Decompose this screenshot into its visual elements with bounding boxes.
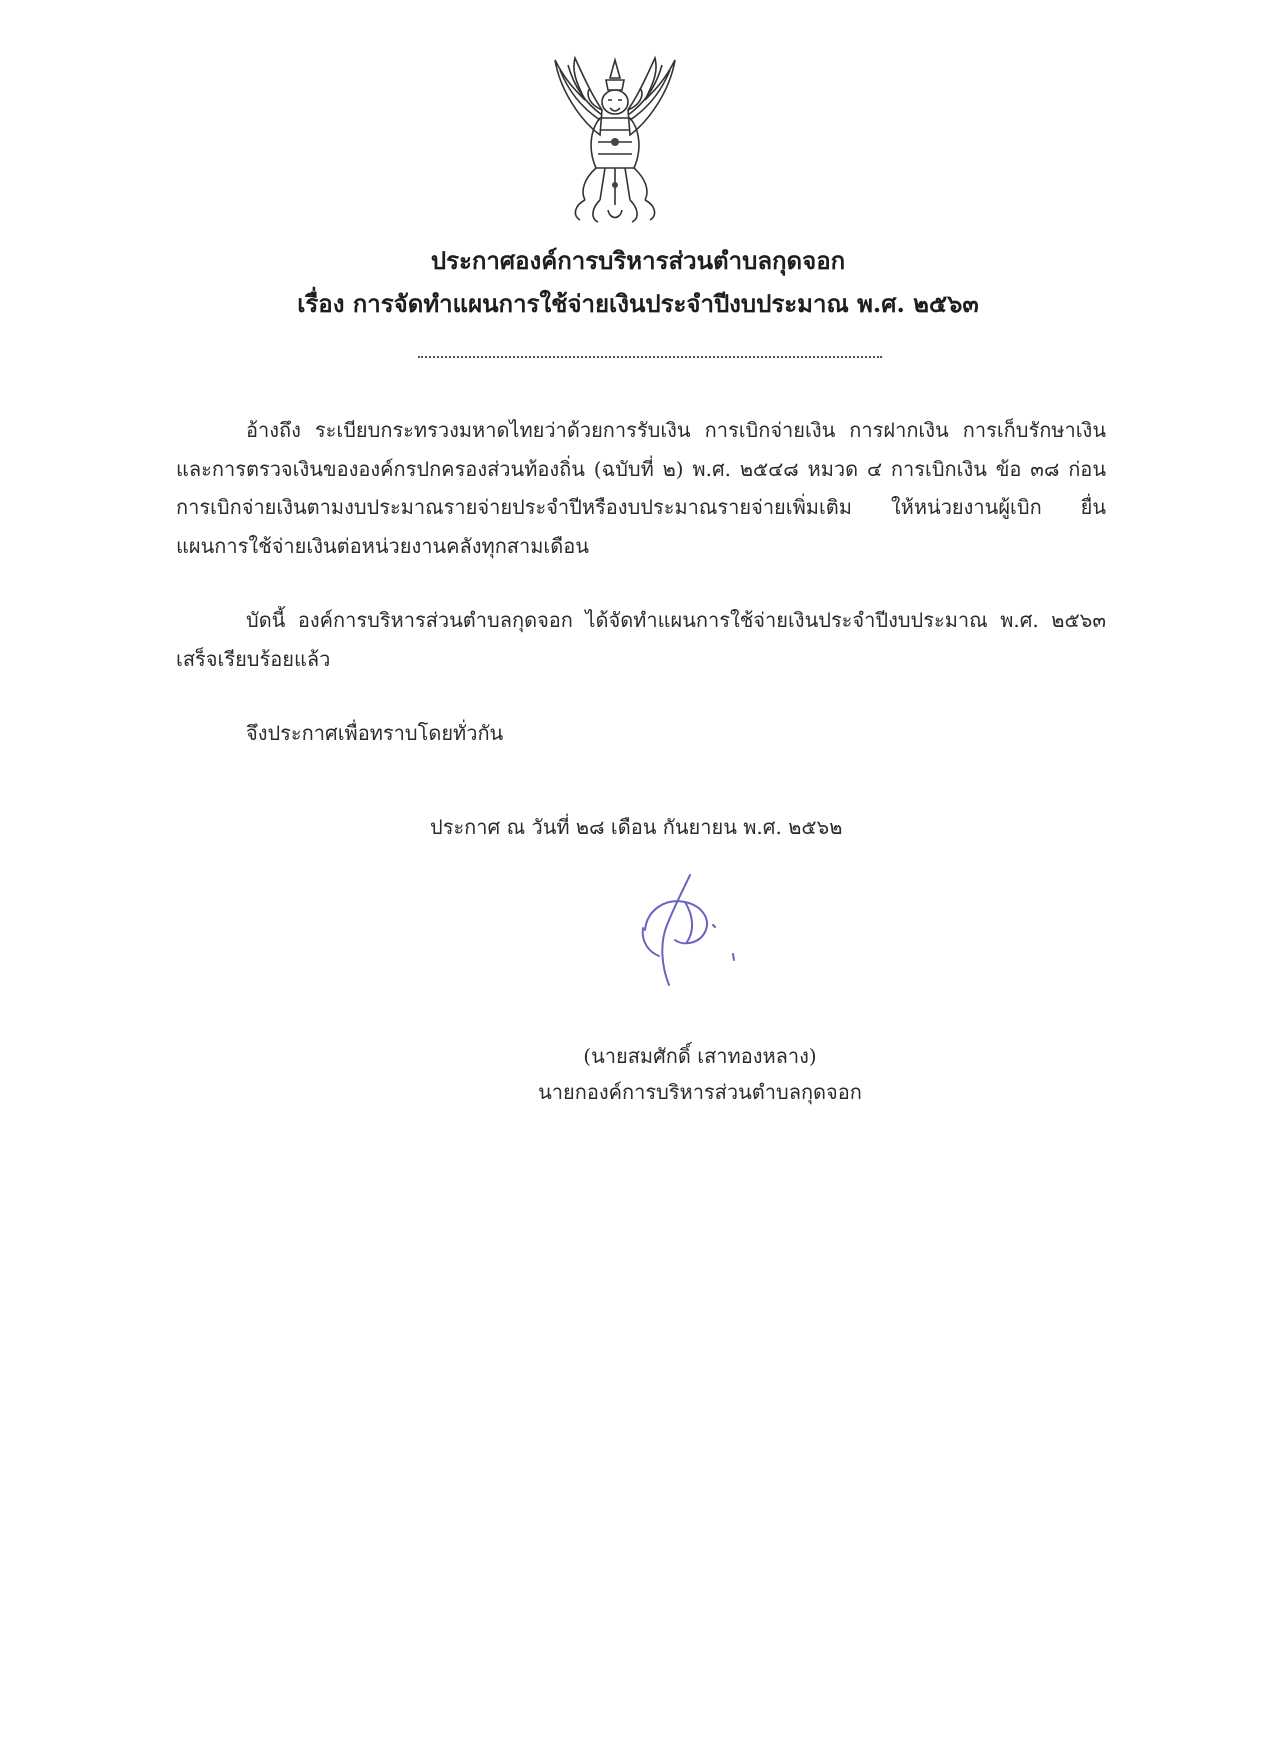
signer-name: (นายสมศักดิ์ เสาทองหลาง) (583, 1044, 817, 1068)
dotted-divider (418, 356, 882, 358)
signature-icon (635, 870, 745, 1000)
body-paragraph-closing: จึงประกาศเพื่อทราบโดยทั่วกัน (246, 721, 504, 745)
announcement-title: ประกาศองค์การบริหารส่วนตำบลกุดจอก (430, 246, 846, 275)
announcement-subject: เรื่อง การจัดทำแผนการใช้จ่ายเงินประจำปีงบประมาณ พ.ศ. ๒๕๖๓ (297, 289, 979, 318)
garuda-emblem-icon (530, 50, 700, 230)
signer-title: นายกองค์การบริหารส่วนตำบลกุดจอก (538, 1080, 862, 1104)
body-paragraph-reference: อ้างถึง ระเบียบกระทรวงมหาดไทยว่าด้วยการรับเงิน การเบิกจ่ายเงิน การฝากเงิน การเก็บรักษาเงินและการตรวจเงินขององค์กรปกครองส่วนท้องถิ่น (ฉบับที่ ๒) พ.ศ. ๒๕๔๘ หมวด ๔ การเบิกเงิน ข้อ ๓๘ ก่อนการเบิกจ่ายเงินตามงบประมาณรายจ่ายประจำปีหรืองบประมาณรายจ่ายเพิ่มเติม ให้หน่วยงานผู้เบิก ยื่นแผนการใช้จ่ายเงินต่อหน่วยงานคลังทุกสามเดือน (176, 418, 1106, 558)
announcement-date: ประกาศ ณ วันที่ ๒๘ เดือน กันยายน พ.ศ. ๒๕๖๒ (430, 815, 843, 839)
body-paragraph-completion: บัดนี้ องค์การบริหารส่วนตำบลกุดจอก ได้จัดทำแผนการใช้จ่ายเงินประจำปีงบประมาณ พ.ศ. ๒๕๖๓ เสร็จเรียบร้อยแล้ว (176, 608, 1106, 671)
